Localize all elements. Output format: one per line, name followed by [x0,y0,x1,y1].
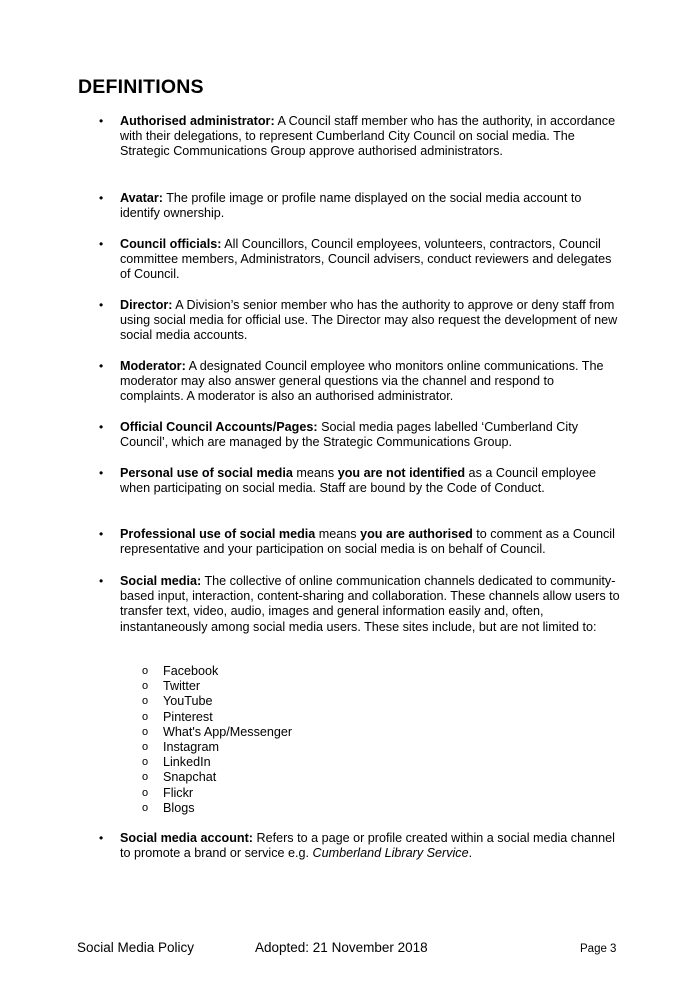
bullet: • [99,527,104,541]
definition-text: means [292,466,338,480]
list-item [142,755,292,770]
bullet: • [99,114,104,128]
sub-bullet: o [142,740,149,753]
definition-term: Social media: [120,574,202,588]
social-site: Twitter [163,679,201,694]
definition-text: A Council staff member who has the authority, in accordance with their delegations, to represent Cumberland City Council on social media. The Strategic Communications Group approve authorised administrators. [120,114,616,159]
definition-text: A Division’s senior member who has the authority to approve or deny staff from using social media for official use. The Director may also request the development of new social media accounts. [120,298,618,343]
list-item [142,786,292,801]
sub-bullet: o [142,710,149,723]
definition-item [99,574,620,635]
sub-bullet: o [142,771,149,784]
definition-item [99,298,620,344]
bullet: • [99,298,104,312]
social-site: What's App/Messenger [163,724,293,739]
footer-page-number: Page 3 [580,943,617,955]
list-item [142,801,292,816]
footer-adopted-date: Adopted: 21 November 2018 [255,940,428,955]
definition-text: means [315,527,361,541]
definition-item [99,191,620,221]
definition-text: Refers to a page or profile created within a social media channel to promote a brand or service e.g. [120,831,615,861]
list-item [142,664,292,679]
bullet: • [99,466,104,480]
bullet: • [99,831,104,845]
social-site: Blogs [163,800,195,815]
definition-term: Authorised administrator: [120,114,275,128]
sub-bullet: o [142,786,149,799]
definition-text: The collective of online communication channels dedicated to community-based input, interaction, content-sharing and collaboration. These channels allow users to transfer text, video, audio, images and general information easily and, often, instantaneously among social media users. These sites include, but are not limited to: [120,574,620,634]
sub-bullet: o [142,680,149,693]
social-site: Pinterest [163,709,213,724]
definition-term: Personal use of social media [120,466,293,480]
footer-policy-name: Social Media Policy [77,940,195,955]
sub-bullet: o [142,756,149,769]
definition-text: All Councillors, Council employees, volunteers, contractors, Council committee members, Administrators, Council advisers, conduct reviewers and delegates of Council. [120,237,612,282]
definition-text: A designated Council employee who monitors online communications. The moderator may also answer general questions via the channel and respond to complaints. A moderator is also an authorised administrator. [120,359,604,404]
bullet: • [99,359,104,373]
definition-item [99,527,620,557]
definition-term: Official Council Accounts/Pages: [120,420,318,434]
social-site: Instagram [163,739,219,754]
definition-text: Social media pages labelled ‘Cumberland City Council’, which are managed by the Strategic Communications Group. [120,420,578,450]
list-item [142,725,292,740]
social-site: Facebook [163,664,219,678]
page-title: DEFINITIONS [78,76,204,98]
definition-item [99,237,620,283]
social-site: Flickr [163,785,194,800]
definition-emphasis: you are not identified [337,466,466,480]
definition-emphasis: you are authorised [360,527,473,541]
definition-item [99,114,620,160]
social-site: Snapchat [163,770,217,785]
definition-item [99,420,620,450]
list-item [142,770,292,785]
definition-text: . [468,846,473,861]
bullet: • [99,420,104,434]
definition-italic: Cumberland Library Service [312,846,469,861]
definition-term: Council officials: [120,237,222,251]
sub-bullet: o [142,725,149,738]
bullet: • [99,237,104,251]
sub-bullet: o [142,665,149,677]
sub-bullet: o [142,695,149,708]
bullet: • [99,191,104,205]
social-site: YouTube [163,694,213,709]
definition-item [99,831,620,861]
sub-bullet: o [142,801,149,814]
definition-term: Director: [120,298,173,312]
bullet: • [99,574,104,588]
social-sites-list [142,664,292,816]
list-item [142,679,292,694]
definition-text: as a Council employee when participating on social media. Staff are bound by the Code of Conduct. [120,466,596,496]
definition-term: Moderator: [120,359,186,373]
list-item [142,740,292,755]
definition-text: The profile image or profile name displayed on the social media account to identify ownership. [120,191,582,221]
definition-term: Avatar: [120,191,163,205]
definition-term: Social media account: [120,831,253,845]
definition-text: to comment as a Council representative and your participation on social media is on behalf of Council. [120,527,615,557]
definition-item [99,466,620,496]
definition-item [99,359,620,405]
definition-term: Professional use of social media [120,527,316,541]
list-item [142,710,292,725]
social-site: LinkedIn [163,755,211,770]
list-item [142,694,292,709]
